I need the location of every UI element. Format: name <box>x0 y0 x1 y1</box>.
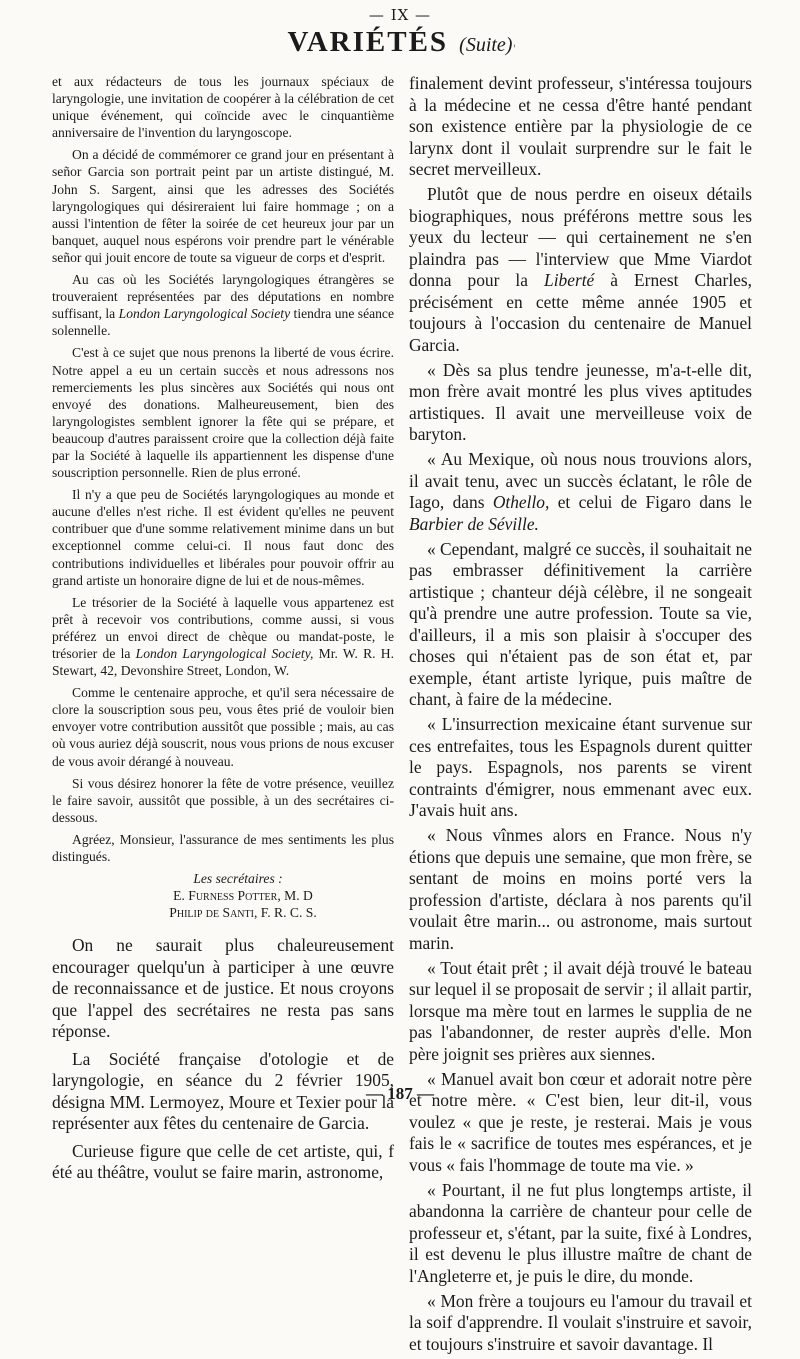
paragraph: « Manuel avait bon cœur et adorait notre père et notre mère. « C'est bien, leur dit-il, vous voulez « que je reste, je resterai. Mais je vous fais le « sacrifice de toutes mes espérances, et je vous « fais l'hommage de toute ma vie. » <box>409 1068 752 1175</box>
paragraph: « L'insurrection mexicaine étant survenue sur ces entrefaites, tous les Espagnols durent quitter le pays. Espagnols, nos parents se virent contraints d'émigrer, nous emmenant avec eux. J'avais huit ans. <box>409 714 752 820</box>
paragraph: Il n'y a que peu de Sociétés laryngologiques au monde et aucune d'elles n'est riche. Il est évident qu'elles ne peuvent contribuer que d'une somme relativement minime dans un but exceptionnel comme celui-ci. Il nous faut donc des contributions individuelles et libérales pour pouvoir offrir au grand artiste un honoraire digne de lui et de nous-mêmes. <box>52 487 394 588</box>
left-column <box>52 73 394 1190</box>
paragraph: « Nous vînmes alors en France. Nous n'y étions que depuis une semaine, que mon frère, se sentant de moins en moins porté vers la profession d'artiste, déclara à nos parents qu'il voulait être marin... ou astronome, mais surtout marin. <box>409 825 752 953</box>
paragraph: C'est à ce sujet que nous prenons la liberté de vous écrire. Notre appel a eu un certain succès et nous adressons nos remerciements les plus sincères aux Sociétés qui nous ont envoyé des donations. Malheureusement, bien des laryngologistes semblent ignorer la fête qui se prépare, et beaucoup d'autres paraissent croire que la collection déjà faite par la Société à laquelle ils appartiennent les dispense d'une souscription personnelle. Rien de plus erroné. <box>52 345 394 481</box>
paragraph: On a décidé de commémorer ce grand jour en présentant à señor Garcia son portrait peint par un artiste distingué, M. John S. Sargent, ainsi que les adresses des Sociétés laryngologiques qui désireraient lui faire hommage ; on a aussi l'intention de fêter la soirée de cet heureux jour par un banquet, auquel nous espérons voir prendre part le vénérable señor qui jouit encore de toute sa vigueur de corps et d'esprit. <box>52 147 394 265</box>
section-title: VARIÉTÉS <box>287 26 449 58</box>
page-number-top: — IX — <box>368 6 432 24</box>
paragraph: « Cependant, malgré ce succès, il souhaitait ne pas embrasser définitivement la carrière artistique ; chanteur déjà célèbre, il ne songeait qu'à prendre une autre profession. Toute sa vie, d'ailleurs, il a mis son plaisir à s'occuper des choses qui n'étaient pas de son état et, par exemple, étant artiste lyrique, puis maître de chant, à faire de la médecine. <box>409 538 752 709</box>
signature-name: E. Furness Potter, M. D <box>173 888 313 904</box>
paragraph: Comme le centenaire approche, et qu'il sera nécessaire de clore la souscription sous peu, vous êtes prié de vouloir bien envoyer votre contribution aussitôt que possible ; mais, au cas où vous auriez déjà souscrit, nous vous prions de nous excuser de vous avoir dérangé à nouveau. <box>52 685 394 769</box>
paragraph: « Dès sa plus tendre jeunesse, m'a-t-elle dit, mon frère avait montré les plus vives aptitudes artistiques. Il avait une merveilleuse voix de baryton. <box>409 359 752 444</box>
scan-speck: ' <box>513 44 516 55</box>
paragraph: Plutôt que de nous perdre en oiseux détails biographiques, nous préférons mettre sous les yeux du lecteur — qui certainement ne s'en plaindra pas — l'interview que Mme Viardot donna pour la Liberté à Ernest Charles, précisément en cette même année 1905 et toujours à l'occasion du centenaire de Manuel Garcia. <box>409 184 752 355</box>
paragraph: « Au Mexique, où nous nous trouvions alors, il avait tenu, avec un succès éclatant, le rôle de Iago, dans Othello, et celui de Figaro dans le Barbier de Séville. <box>409 449 752 534</box>
paragraph: La Société française d'otologie et de laryngologie, en séance du 2 février 1905, désigna MM. Lermoyez, Moure et Texier pour la représenter aux fêtes du centenaire de Garcia. <box>52 1048 394 1134</box>
section-subtitle: (Suite) <box>459 34 513 56</box>
paragraph: Si vous désirez honorer la fête de votre présence, veuillez le faire savoir, aussitôt que possible, à un des secrétaires ci-dessous. <box>52 775 394 825</box>
paragraph: finalement devint professeur, s'intéressa toujours à la médecine et ne cessa d'être hanté pendant son existence entière par la physiologie de ce larynx dont il voulait surprendre sur le fait le secret merveilleux. <box>409 73 752 179</box>
paragraph: On ne saurait plus chaleureusement encourager quelqu'un à participer à une œuvre de reconnaissance et de justice. Et nous croyons que l'appel des secrétaires ne resta pas sans réponse. <box>52 935 394 1042</box>
signature-heading: Les secrétaires : <box>193 871 283 887</box>
paragraph: « Mon frère a toujours eu l'amour du travail et la soif d'apprendre. Il voulait s'instruire et savoir, et toujours s'instruire et savoir davantage. Il <box>409 1290 752 1354</box>
paragraph: Curieuse figure que celle de cet artiste, qui, f été au théâtre, voulut se faire marin, astronome, <box>52 1140 394 1183</box>
signature-block <box>52 870 394 921</box>
right-column <box>409 73 752 1359</box>
paragraph: Au cas où les Sociétés laryngologiques étrangères se trouveraient représentées par des députations en nombre suffisant, la London Laryngological Society tiendra une séance solennelle. <box>52 272 394 339</box>
paragraph: Agréez, Monsieur, l'assurance de mes sentiments les plus distingués. <box>52 831 394 865</box>
paragraph: et aux rédacteurs de tous les journaux spéciaux de laryngologie, une invitation de coopérer à la célébration de cet unique événement, qui coïncide avec le cinquantième anniversaire de l'invention du laryngoscope. <box>52 74 394 141</box>
section-header <box>0 26 800 59</box>
paragraph: « Tout était prêt ; il avait déjà trouvé le bateau sur lequel il se proposait de servir ; il allait partir, lorsque ma mère tout en larmes le supplia de ne pas l'abandonner, de rester auprès d'elle. Mon père joignit ses prières aux siennes. <box>409 957 752 1064</box>
signature-name: Philip de Santi, F. R. C. S. <box>169 905 317 921</box>
paragraph: Le trésorier de la Société à laquelle vous appartenez est prêt à recevoir vos contributions, comme aussi, si vous préférez un envoi direct de chèque ou mandat-poste, le trésorier de la London Laryngological Society, Mr. W. R. H. Stewart, 42, Devonshire Street, London, W. <box>52 594 394 679</box>
page-number-bottom: — 187 — <box>366 1084 434 1103</box>
paragraph: « Pourtant, il ne fut plus longtemps artiste, il abandonna la carrière de chanteur pour celle de professeur et, s'étant, par la suite, fixé à Londres, il est devenu le plus illustre maître de chant de l'Angleterre et, je puis le dire, du monde. <box>409 1179 752 1286</box>
